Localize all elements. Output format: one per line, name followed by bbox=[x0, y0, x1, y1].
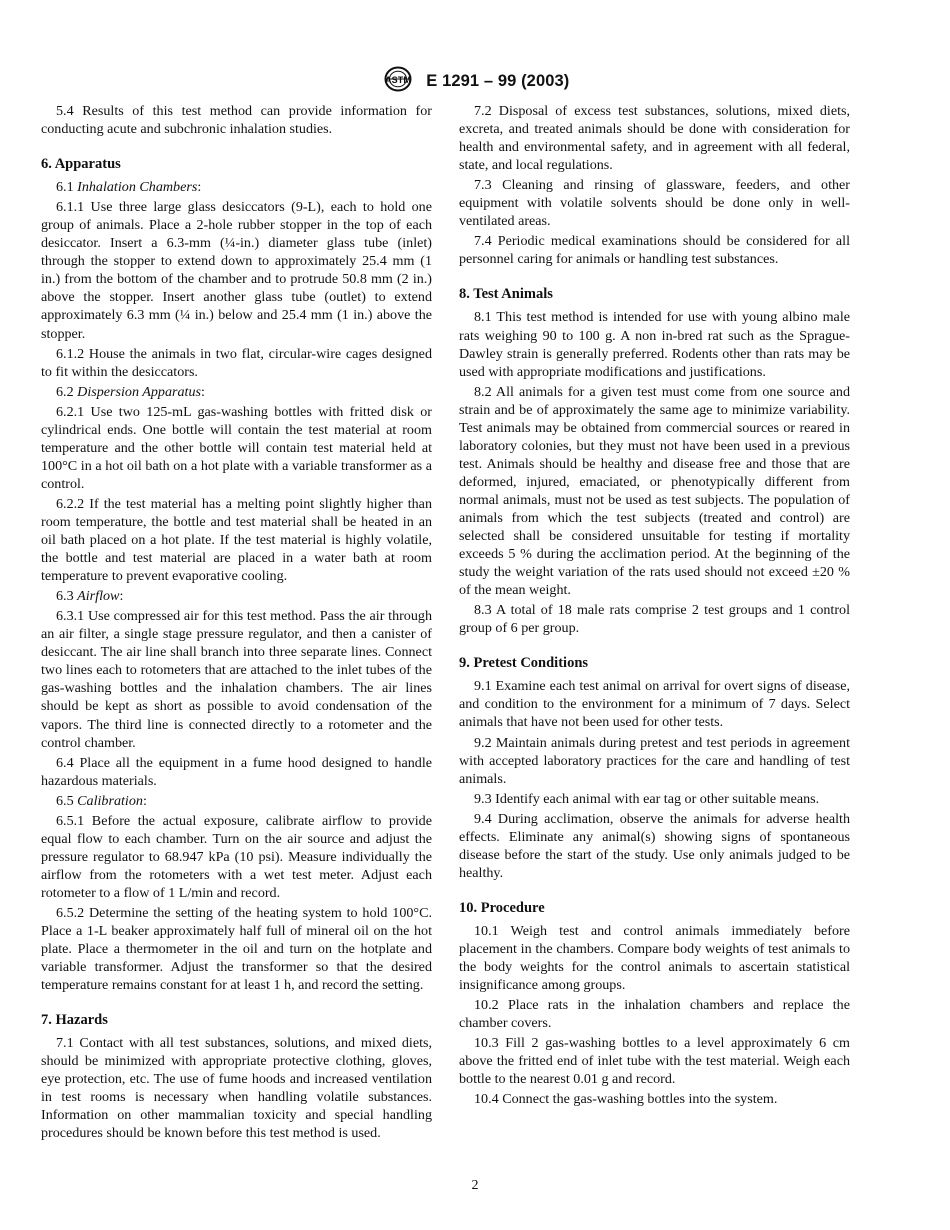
subsection-number: 6.5 bbox=[56, 792, 78, 809]
paragraph: 6.3.1 Use compressed air for this test method. Pass the air through an air filter, a single stage pressure regulator, and then a canister of desiccant. The air line shall branch into three separate lines. Connect two lines each to rotometers that are attached to the inlet tubes of the gas-washing bottles and the inhalation chambers. The air lines should be kept as short as possible to avoid condensation of the vapors. The third line is connected directly to a rotometer and the control chamber. bbox=[41, 608, 432, 751]
paragraph: 6.5.1 Before the actual exposure, calibrate airflow to provide equal flow to each chamber. Turn on the air source and adjust the pressure regulator to 68.947 kPa (10 psi). Measure individually the airflow from the rotometers with a wet test meter. Adjust each rotometer to a flow of 1 L/min and record. bbox=[41, 812, 432, 901]
subsection-name: Calibration bbox=[77, 792, 143, 809]
section-heading: 6. Apparatus bbox=[41, 156, 121, 173]
subsection-colon: : bbox=[201, 383, 205, 400]
paragraph: 10.2 Place rats in the inhalation chambers and replace the chamber covers. bbox=[459, 997, 850, 1032]
subsection-number: 6.3 bbox=[56, 588, 78, 605]
subsection-colon: : bbox=[142, 792, 147, 809]
paragraph: 7.2 Disposal of excess test substances, solutions, mixed diets, excreta, and treated animals should be done with consideration for health and environmental safety, and in agreement with all federal, state, and local regulations. bbox=[459, 103, 850, 174]
paragraph: 6.2.1 Use two 125-mL gas-washing bottles with fritted disk or cylindrical ends. One bottle will contain the test material at room temperature and the other bottle will contain test material held at 100°C in a hot oil bath on a hot plate with a variable transformer as a control. bbox=[41, 403, 432, 492]
right-column bbox=[459, 102, 850, 1110]
paragraph: 10.1 Weigh test and control animals immediately before placement in the chambers. Compare body weights of test animals to the body weights for the control animals to ascertain statistical insignificance among groups. bbox=[459, 922, 850, 994]
page-number: 2 bbox=[471, 1178, 479, 1193]
paragraph: 10.3 Fill 2 gas-washing bottles to a level approximately 6 cm above the fritted end of inlet tube with the test material. Weigh each bottle to the nearest 0.01 g and record. bbox=[459, 1035, 850, 1088]
subsection-title bbox=[41, 792, 432, 810]
paragraph: 9.4 During acclimation, observe the animals for adverse health effects. Eliminate any animal(s) showing signs of spontaneous disease before the start of the study. Use only animals judged to be healthy. bbox=[459, 810, 850, 881]
section-heading: 9. Pretest Conditions bbox=[459, 655, 589, 672]
subsection-title bbox=[41, 587, 432, 605]
subsection-number: 6.2 bbox=[56, 383, 78, 400]
document-designation: E 1291 – 99 (2003) bbox=[426, 72, 570, 90]
section-heading: 10. Procedure bbox=[459, 899, 545, 916]
paragraph: 10.4 Connect the gas-washing bottles into the system. bbox=[474, 1091, 778, 1108]
paragraph: 8.2 All animals for a given test must come from one source and strain and be of approximately the same age to minimize variability. Test animals may be obtained from commercial sources or reared in laboratory colonies, but they must not have been used in a previous test. Animals should be healthy and disease free and those that are deformed, injured, emaciated, or phenotypically different from normal animals, must not be used as test subjects. The population of animals from which the test subjects (treated and control) are selected shall be considered unsuitable for testing if mortality exceeds 5 % during the acclimation period. At the beginning of the study the weight variation of the rats used should not exceed ±20 % of the mean weight. bbox=[459, 383, 850, 599]
paragraph: 7.4 Periodic medical examinations should be considered for all personnel caring for animals or handling test substances. bbox=[459, 233, 850, 268]
paragraph: 8.1 This test method is intended for use with young albino male rats weighing 90 to 100 g. A non in-bred rat such as the Sprague-Dawley strain is generally preferred. Rodents other than rats may be used with appropriate modifications and justifications. bbox=[459, 309, 850, 380]
subsection-colon: : bbox=[197, 179, 202, 196]
paragraph: 9.3 Identify each animal with ear tag or other suitable means. bbox=[474, 790, 820, 807]
paragraph: 6.5.2 Determine the setting of the heating system to hold 100°C. Place a 1-L beaker approximately half full of mineral oil on the hot plate. Place a thermometer in the oil and turn on the hotplate and variable transformer. Adjust the transformer so that the desired temperature remains constant for at least 1 h, and record the setting. bbox=[41, 904, 432, 994]
paragraph: 7.1 Contact with all test substances, solutions, and mixed diets, should be minimized with appropriate protective clothing, gloves, eye protection, etc. The use of fume hoods and increased ventilation in test rooms is necessary when handling volatile substances. Information on other mammalian toxicity and special handling procedures should be known before this test method is used. bbox=[41, 1035, 432, 1142]
paragraph: 6.1.2 House the animals in two flat, circular-wire cages designed to fit within the desiccators. bbox=[41, 345, 432, 380]
paragraph: 9.1 Examine each test animal on arrival for overt signs of disease, and condition to the environment for a minimum of 7 days. Select animals that have not been used for other tests. bbox=[459, 678, 850, 731]
paragraph: 9.2 Maintain animals during pretest and test periods in agreement with accepted laboratory practices for the care and handling of test animals. bbox=[459, 734, 850, 787]
paragraph: 8.3 A total of 18 male rats comprise 2 test groups and 1 control group of 6 per group. bbox=[459, 602, 850, 637]
section-heading: 7. Hazards bbox=[41, 1012, 108, 1029]
paragraph: 5.4 Results of this test method can provide information for conducting acute and subchronic inhalation studies. bbox=[41, 103, 432, 138]
subsection-number: 6.1 bbox=[56, 179, 78, 196]
subsection-name: Airflow bbox=[77, 588, 120, 605]
paragraph: 7.3 Cleaning and rinsing of glassware, feeders, and other equipment with volatile solvents should be done only in well-ventilated areas. bbox=[459, 177, 850, 230]
astm-logo-icon bbox=[381, 66, 415, 92]
subsection-colon: : bbox=[119, 588, 124, 605]
subsection-name: Dispersion Apparatus bbox=[77, 383, 201, 400]
subsection-name: Inhalation Chambers bbox=[77, 179, 198, 196]
subsection-title bbox=[41, 383, 432, 401]
section-heading: 8. Test Animals bbox=[459, 286, 553, 303]
paragraph: 6.4 Place all the equipment in a fume hood designed to handle hazardous materials. bbox=[41, 754, 432, 789]
paragraph: 6.1.1 Use three large glass desiccators (9-L), each to hold one group of animals. Place a 2-hole rubber stopper in the top of each desiccator. Insert a 6.3-mm (¼-in.) diameter glass tube (inlet) through the stopper to extend down to approximately 25.4 mm (1 in.) from the bottom of the chamber and to protrude 50.8 mm (2 in.) above the stopper. Insert another glass tube (outlet) to extend approximately 6.3 mm (¼ in.) below and 25.4 mm (1 in.) above the stopper. bbox=[41, 199, 432, 342]
left-column bbox=[41, 102, 432, 1145]
page-header bbox=[0, 66, 950, 92]
paragraph: 6.2.2 If the test material has a melting point slightly higher than room temperature, the bottle and test material shall be heated in an oil bath placed on a hot plate. If the test material is highly volatile, the bottle and test material are placed in a water bath at room temperature to prevent evaporative cooling. bbox=[41, 495, 432, 585]
svg-text:ASTM: ASTM bbox=[384, 75, 411, 85]
subsection-title bbox=[41, 178, 432, 196]
